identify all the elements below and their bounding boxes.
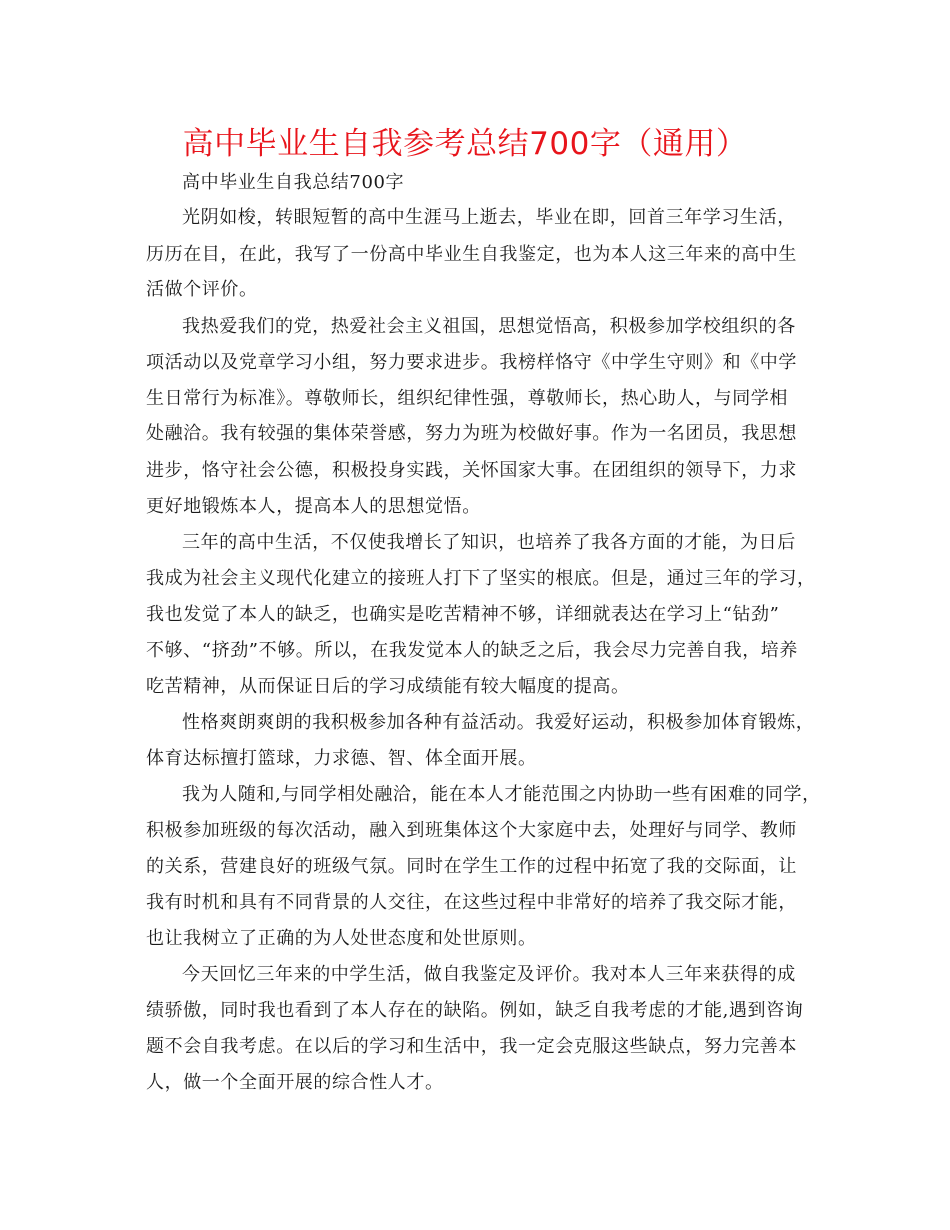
paragraph-line: 三年的高中生活，不仅使我增长了知识，也培养了我各方面的才能，为日后 [182,532,796,553]
paragraph-line: 我有时机和具有不同背景的人交往，在这些过程中非常好的培养了我交际才能， [146,892,797,913]
paragraph-line: 体育达标擅打篮球，力求德、智、体全面开展。 [146,748,537,769]
paragraph-line: 进步，恪守社会公德，积极投身实践，关怀国家大事。在团组织的领导下，力求 [146,460,797,481]
paragraph-line: 我成为社会主义现代化建立的接班人打下了坚实的根底。但是，通过三年的学习， [146,568,816,589]
paragraph-line: 项活动以及党章学习小组，努力要求进步。我榜样恪守《中学生守则》和《中学 [146,352,797,373]
paragraph-line: 我为人随和,与同学相处融洽，能在本人才能范围之内协助一些有困难的同学， [182,784,821,805]
paragraph-line: 绩骄傲，同时我也看到了本人存在的缺陷。例如，缺乏自我考虑的才能,遇到咨询 [146,1000,804,1021]
paragraph-line: 吃苦精神，从而保证日后的学习成绩能有较大幅度的提高。 [146,676,630,697]
paragraph-line: 性格爽朗爽朗的我积极参加各种有益活动。我爱好运动，积极参加体育锻炼， [182,712,815,733]
paragraph-line: 题不会自我考虑。在以后的学习和生活中，我一定会克服这些缺点，努力完善本 [146,1036,797,1057]
paragraph-line: 更好地锻炼本人，提高本人的思想觉悟。 [146,496,481,517]
paragraph-line: 今天回忆三年来的中学生活，做自我鉴定及评价。我对本人三年来获得的成 [182,964,796,985]
paragraph-line: 处融洽。我有较强的集体荣誉感，努力为班为校做好事。作为一名团员，我思想 [146,423,797,444]
paragraph-line: 生日常行为标准》。尊敬师长，组织纪律性强，尊敬师长，热心助人，与同学相 [146,388,788,409]
paragraph-line: 的关系，营建良好的班级气氛。同时在学生工作的过程中拓宽了我的交际面，让 [146,856,797,877]
paragraph-line: 不够、“挤劲”不够。所以，在我发觉本人的缺乏之后，我会尽力完善自我，培养 [146,640,799,661]
document-title: 高中毕业生自我参考总结700字（通用） [182,126,748,162]
paragraph-line: 活做个评价。 [146,279,258,300]
paragraph-line: 积极参加班级的每次活动，融入到班集体这个大家庭中去，处理好与同学、教师 [146,820,797,841]
paragraph-line: 光阴如梭，转眼短暂的高中生涯马上逝去，毕业在即，回首三年学习生活， [182,207,796,228]
paragraph-line: 我也发觉了本人的缺乏，也确实是吃苦精神不够，详细就表达在学习上“钻劲” [146,604,780,625]
paragraph-line: 历历在目，在此，我写了一份高中毕业生自我鉴定，也为本人这三年来的高中生 [146,244,797,265]
paragraph-line: 人，做一个全面开展的综合性人才。 [146,1072,444,1093]
paragraph-line: 我热爱我们的党，热爱社会主义祖国，思想觉悟高，积极参加学校组织的各 [182,316,796,337]
paragraph-line: 也让我树立了正确的为人处世态度和处世原则。 [146,928,537,949]
document-subtitle: 高中毕业生自我总结700字 [182,172,405,193]
